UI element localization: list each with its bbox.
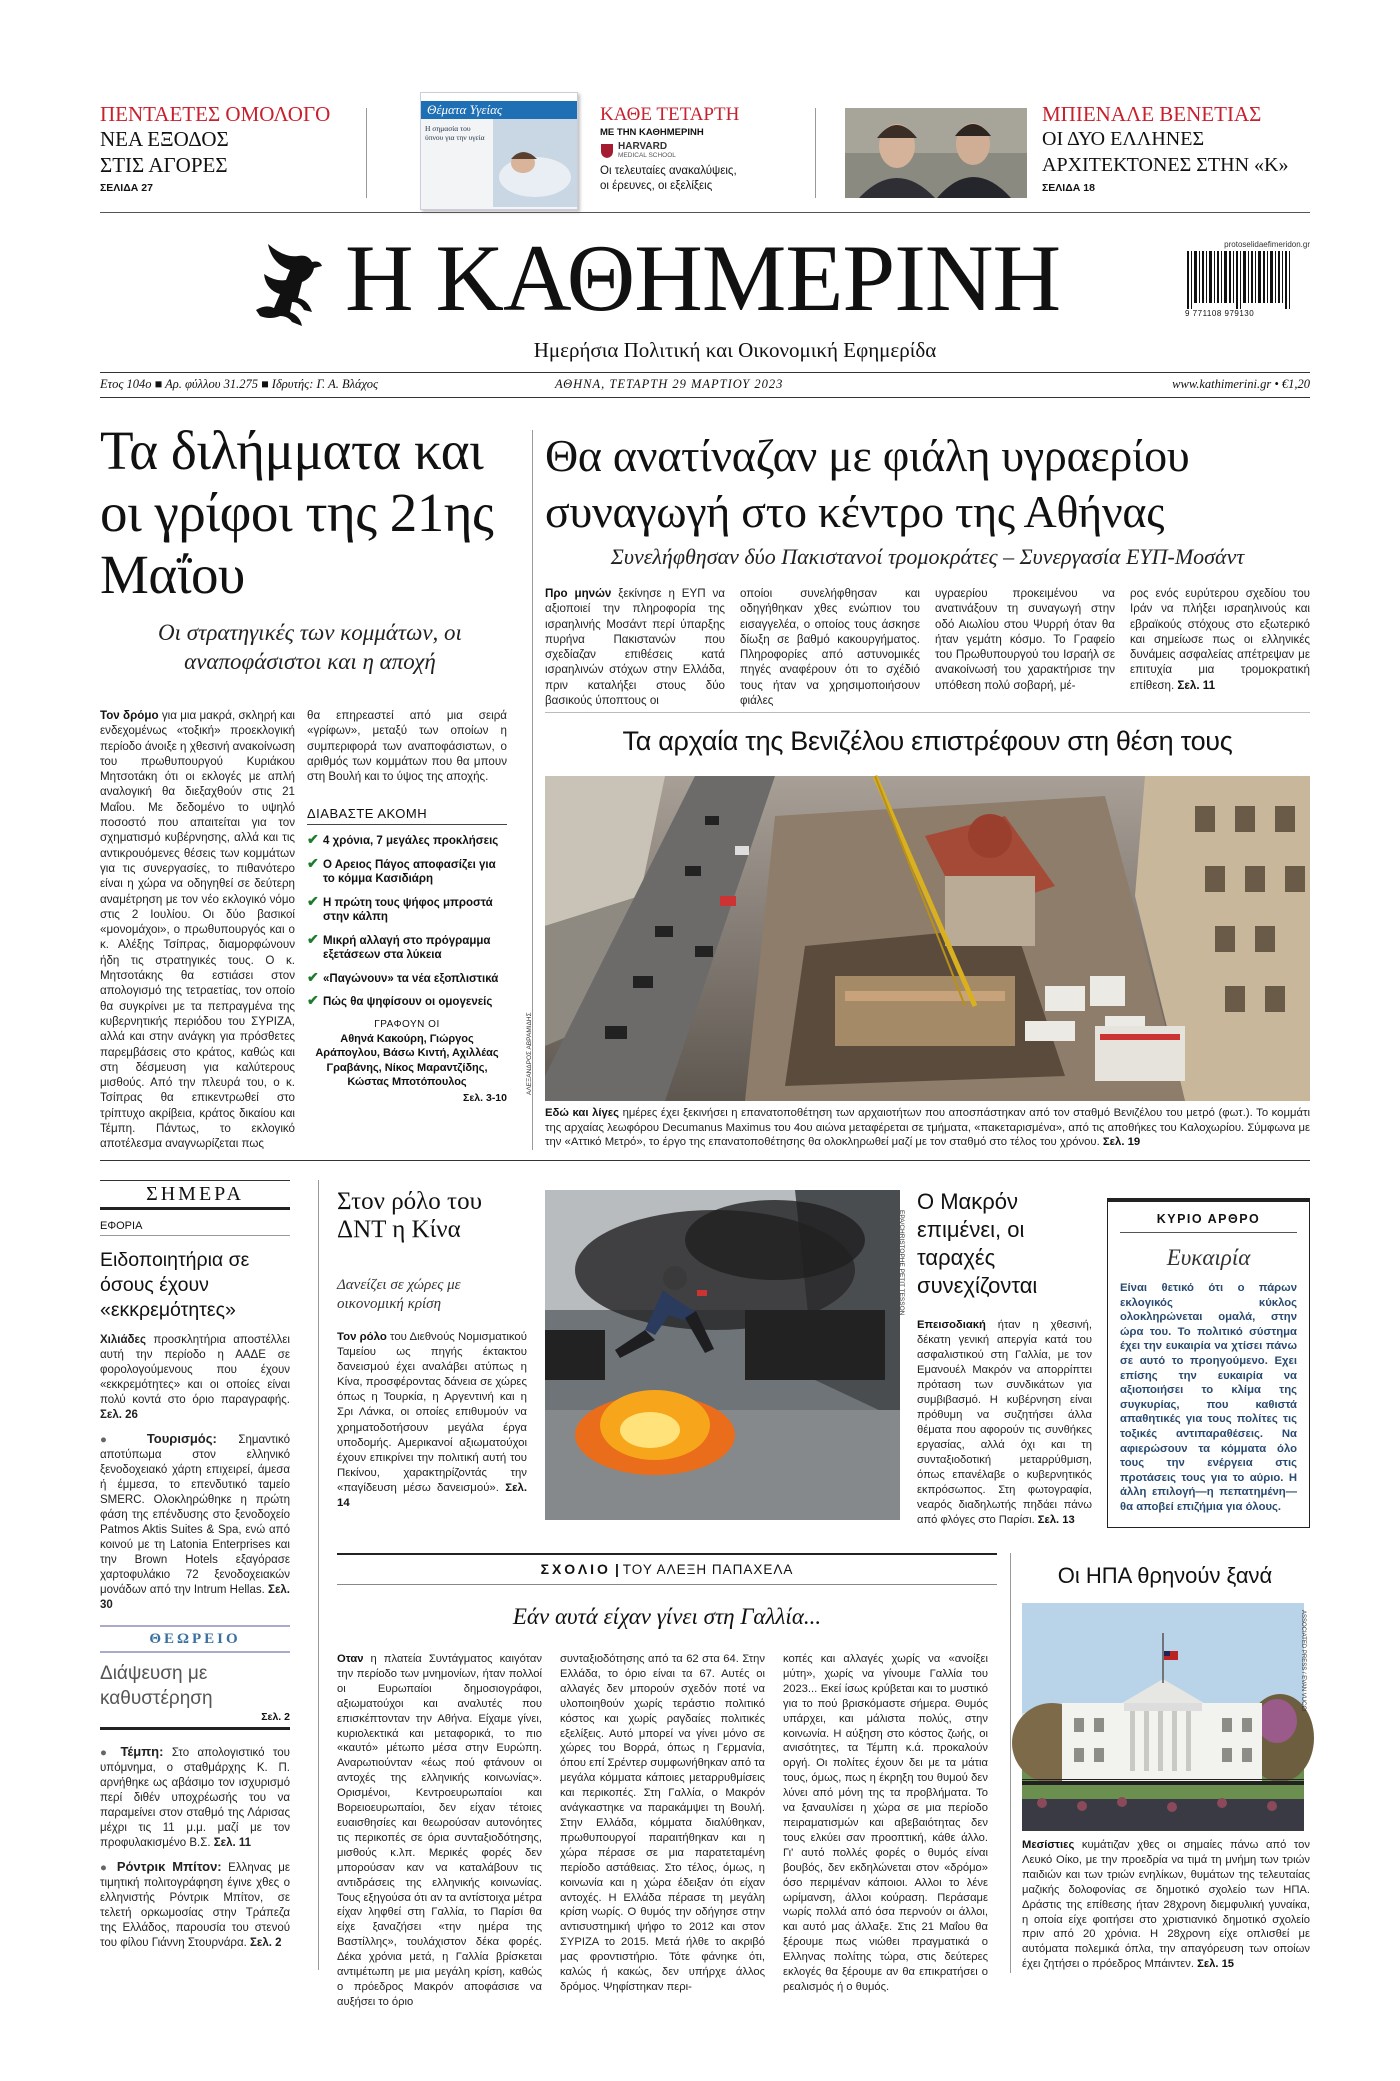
today-item3-ref[interactable]: Σελ. 11	[213, 1837, 252, 1849]
today-section: ΕΦΟΡΙΑ	[100, 1220, 290, 1236]
checkmark-icon: ✔	[307, 994, 319, 1009]
antiquities-caption-lead: Εδώ και λίγες	[545, 1107, 620, 1119]
lead-left-page-ref[interactable]: Σελ. 3-10	[463, 1091, 507, 1104]
imf-body: Τον ρόλο του Διεθνούς Νομισματικού Ταμείου ως πηγής έκτακτου δανεισμού έχει αναλάβει ατύπως η Κίνα, προσφέροντας δάνεια σε χώρες όπως η Τουρκία, η Αργεντινή και η Σρι Λάνκα, οι οποίες επιθυμούν να χρηματοδοτήσουν μεγάλα έργα υποδομής. Αμερικανοί αξιωματούχοι έχουν επικρίνει την πολιτική αυτή του Πεκίνου, χαρακτηρίζοντάς την «παγίδευση μέσω δανεισμού». Σελ. 14	[337, 1331, 527, 1510]
griffin-logo-icon	[250, 240, 328, 322]
usa-photo-credit: ASSOCIATED PRESS / EVAN VUCCI	[1300, 1610, 1306, 1712]
comment-col1: Οταν η πλατεία Συντάγματος καιγόταν την περίοδο των μνημονίων, ήταν πολλοί οι Ευρωπαίοι δημοσιογράφοι, αξιωματούχοι και αναλυτές που επισκέπτονταν την Αθήνα. Είχαμε γίνει, κυριολεκτικά και μεταφορικά, το πιο «καυτό» μέτωπο μέσα στην Ευρώπη. Αναρωτιούνταν «έως πού φτάνουν οι αντοχές της ελληνικής κοινωνίας». Ορισμένοι, Κεντροευρωπαίοι και Βορειοευρωπαίοι, δεν είχαν τέτοιες ευαισθησίες και θεωρούσαν αυτονόητες τις περικοπές σε όρια συνταξιοδότησης, μισθούς κ.λπ. Μερικές φορές δεν μπορούσαν καν να καταλάβουν τις αντιδράσεις της ελληνικής κοινωνίας. Τους εξηγούσα ότι αν τα αντίστοιχα μέτρα είχαν ληφθεί στη Γαλλία, το Παρίσι θα είχε ξαναζήσει «την ημέρα της Βαστίλλης», τουλάχιστον δέκα φορές. Δέκα χρόνια μετά, η Γαλλία βρίσκεται αντιμέτωπη με μια μεγάλη κρίση, καθώς ο πρόεδρος Μακρόν αποφάσισε να αυξήσει το όριο	[337, 1653, 542, 2008]
lead-right-lead-word: Προ μηνών	[545, 587, 612, 600]
lead-left-headline[interactable]: Τα διλήμματα και οι γρίφοι της 21ης Μαΐου	[100, 420, 494, 605]
read-more-item-label: Μικρή αλλαγή στο πρόγραμμα εξετάσεων στα λύκεια	[323, 934, 491, 961]
comment-label: ΣΧΟΛΙΟ	[540, 1561, 611, 1577]
comment-headline[interactable]: Εάν αυτά είχαν γίνει στη Γαλλία...	[512, 1604, 822, 1629]
checkmark-icon: ✔	[307, 856, 319, 872]
read-more-item-label: «Παγώνουν» τα νέα εξοπλιστικά	[323, 972, 499, 985]
read-more-item-label: Πώς θα ψηφίσουν οι ομογενείς	[323, 996, 493, 1008]
checkmark-icon: ✔	[307, 833, 319, 848]
promo-mid-line2: οι έρευνες, οι εξελίξεις	[600, 180, 713, 192]
writers-names: Αθηνά Κακούρη, Γιώργος Αράπογλου, Βάσω Κιντή, Αχιλλέας Γραβάνης, Νίκος Μαραντζίδης, Κώστας Μποτόπουλος	[315, 1032, 499, 1088]
checkmark-icon: ✔	[307, 894, 319, 910]
magazine-title: Θέματα Υγείας	[421, 101, 577, 119]
imf-page-ref[interactable]: Σελ. 14	[337, 1481, 527, 1510]
read-more-item[interactable]	[307, 995, 507, 1010]
read-more-box	[307, 806, 507, 1104]
lead-right-page-ref[interactable]: Σελ. 11	[1177, 678, 1216, 692]
checkmark-icon: ✔	[307, 970, 319, 986]
protest-photo[interactable]	[545, 1190, 900, 1520]
masthead-rule-bottom	[100, 397, 1310, 398]
promo-left-page: ΣΕΛΙΔΑ 27	[100, 182, 153, 194]
read-more-item-label: 4 χρόνια, 7 μεγάλες προκλήσεις	[323, 835, 499, 847]
promo-right-page: ΣΕΛΙΔΑ 18	[1042, 182, 1095, 194]
read-more-item-label: Ο Αρειος Πάγος αποφασίζει για το κόμμα Κασιδιάρη	[323, 858, 496, 885]
usa-body: Μεσίστιες κυμάτιζαν χθες οι σημαίες πάνω από τον Λευκό Οίκο, με την προεδρία να τιμά τη μνήμη των τριών παιδιών και των τριών ενηλίκων, θυμάτων της τελευταίας μαζικής δολοφονίας σε δημοτικό σχολείο των ΗΠΑ. Δράστις της επίθεσης ήταν 28χρονη διεμφυλική γυναίκα, η οποία είχε φοιτήσει στο χριστιανικό δημοτικό σχολείο πριν από 20 χρόνια. Η 28χρονη είχε οπλισθεί με αυτόματα πολεμικά όπλα, την απαγόρευση των οποίων έχει ζητήσει ο πρόεδρος Μπάιντεν. Σελ. 15	[1022, 1839, 1310, 1971]
antiquities-page-ref[interactable]: Σελ. 19	[1102, 1136, 1141, 1148]
today-item1-ref[interactable]: Σελ. 26	[100, 1409, 138, 1421]
promo-right-line2: ΑΡΧΙΤΕΚΤΟΝΕΣ ΣΤΗΝ «Κ»	[1042, 154, 1289, 176]
lead-left-body1-text: για μια μακρά, σκληρή και ενδεχομένως «τοξική» προεκλογική περίοδο άνοιξε η χθεσινή ανακοίνωση του πρωθυπουργού Κυριάκου Μητσοτάκη ότι οι εκλογές με απλή αναλογική θα διεξαχθούν στις 21 Μαΐου. Με δεδομένο το υψηλό ποσοστό που απαιτείται για τον σχηματισμό κυβέρνησης, αλλά και τις αντικρουόμενες θέσεις των κομμάτων για τις συνεργασίες, το πιθανότερο είναι η χώρα να οδηγηθεί σε δεύτερη αναμέτρηση με τον νέο εκλογικό νόμο στις 2 Ιουλίου. Οι δύο βασικοί «μονομάχοι», ο πρωθυπουργός και ο κ. Αλέξης Τσίπρας, διαμορφώνουν ήδη τις στρατηγικές τους. Ο κ. Μητσοτάκης θα εστιάσει στον απολογισμό της τετραετίας, τον οποίο θα συγκρίνει με τα πεπραγμένα της κυβερνητικής περιόδου του ΣΥΡΙΖΑ, αλλά και στην ανάγκη για πρόσθετες παρεμβάσεις στο κράτος, καθώς και στη δέσμευση για καλύτερους μισθούς. Από την πλευρά του, ο κ. Τσίπρας θα επικεντρωθεί στο τρίπτυχο ακρίβεια, κράτος δικαίου και Τέμπη. Πάντως, το εκλογικό αποτέλεσμα αναγνωρίζεται πως	[100, 709, 295, 1151]
lead-right-col4: ρος ενός ευρύτερου σχεδίου του Ιράν να πλήξει ισραηλινούς και εβραϊκούς στόχους στο εξωτερικό και σημείωσε πως οι ελληνικές δυνάμεις ασφαλείας απέτρεψαν με επιτυχία μια τρομοκρατική επίθεση. Σελ. 11	[1130, 587, 1310, 692]
protest-photo-credit: EPA/CHRISTOPHE PETIT TESSON	[898, 1210, 905, 1316]
lead-left-deck: Οι στρατηγικές των κομμάτων, οι αναποφάσιστοι και η αποχή	[158, 620, 462, 674]
today-sidebar	[100, 1180, 290, 1951]
checkmark-icon: ✔	[307, 932, 319, 948]
read-more-item[interactable]	[307, 834, 507, 849]
antiquities-headline[interactable]: Τα αρχαία της Βενιζέλου επιστρέφουν στη θέση τους	[622, 726, 1233, 756]
comment-header: ΣΧΟΛΙΟ | ΤΟΥ ΑΛΕΞΗ ΠΑΠΑΧΕΛΑ	[540, 1561, 794, 1577]
writers-label: ΓΡΑΦΟΥΝ ΟΙ	[374, 1018, 440, 1030]
barcode-bars	[1185, 251, 1295, 309]
masthead-rule-top	[100, 372, 1310, 373]
comment-col3: κοπές και αλλαγές χωρίς να «ανοίξει μύτη», χωρίς να γίνουμε Γαλλία του 2023... Εκεί ίσως κρύβεται και το μυστικό για το πού βρισκόμαστε σήμερα. Θυμός υπάρχει, και μάλιστα πολύς, στην κοινωνία. Η αύξηση στο κόστος ζωής, οι ανισότητες, τα Τέμπη κ.ά. προκαλούν οργή. Οι πολίτες έχουν δει με τα μάτια τους, όμως, πως η έκρηξη του θυμού δεν λύνει από μόνη της τα προβλήματα. Το να ξαναυλίσει η χώρα σε μια περίοδο πειραματισμών και αβεβαιότητας δεν τους ελκύει σαν προοπτική, κάθε άλλο. Γι' αυτό πολλές φορές ο θυμός είναι βουβός, δεν εκδηλώνεται στον «δρόμο» όσο περιμέναν κάποιοι. Αλλοι το λένε ωρίμανση, άλλοι κούραση. Περάσαμε νωρίς πολλά από όσα περνούν οι άλλοι, και αυτό μας άλλαξε. Στις 21 Μαΐου θα ξέρουμε πως νιώθει πραγματικά ο Ελληνας πολίτης τώρα, στις δεύτερες εκλογές θα ξέρουμε αν θα επικρατήσει ο ρεαλισμός ή ο θυμός.	[783, 1653, 988, 1993]
barcode-number: 9 771108 979130	[1185, 309, 1255, 318]
today-headline[interactable]: Ειδοποιητήρια σε όσους έχουν «εκκρεμότητες»	[100, 1249, 250, 1321]
masthead-info-center: ΑΘΗΝΑ, ΤΕΤΑΡΤΗ 29 ΜΑΡΤΙΟΥ 2023	[555, 377, 784, 391]
today-item3: ● Τέμπη: Στο απολογιστικό του υπόμνημα, ο σταθμάρχης Κ. Π. αρνήθηκε ως αβάσιμο τον ισχυρισμό περί διθέν υποχρέωσής του να παραμείνει στον σταθμό της Λάρισας μέχρι τις 11 μ.μ. μαζί με τον προφυλακισμένο Β.Σ. Σελ. 11	[100, 1744, 290, 1849]
promo-right-line1: ΟΙ ΔΥΟ ΕΛΛΗΝΕΣ	[1042, 128, 1205, 150]
masthead-info-right: www.kathimerini.gr • €1,20	[1172, 377, 1310, 391]
read-more-list	[307, 834, 507, 1010]
masthead-title: Η ΚΑΘΗΜΕΡΙΝΗ	[345, 225, 1061, 331]
promo-mid-sub: ΜΕ ΤΗΝ ΚΑΘΗΜΕΡΙΝΗ	[600, 127, 704, 138]
harvard-brand-sub: MEDICAL SCHOOL	[618, 152, 676, 159]
theory-ref[interactable]: Σελ. 2	[261, 1711, 290, 1723]
read-more-item[interactable]	[307, 858, 507, 887]
antiquities-photo[interactable]	[545, 776, 1310, 1101]
promo-mid[interactable]	[600, 104, 800, 194]
promo-left-kicker: ΠΕΝΤΑΕΤΕΣ ΟΜΟΛΟΓΟ	[100, 102, 331, 126]
promo-right[interactable]	[1042, 102, 1302, 194]
read-more-item[interactable]	[307, 972, 507, 987]
protest-headline[interactable]: Ο Μακρόν επιμένει, οι ταραχές συνεχίζονται	[917, 1189, 1038, 1298]
today-item2: ● Τουρισμός: Σημαντικό αποτύπωμα στον ελληνικό ξενοδοχειακό χάρτη επιχειρεί, άμεσα ή έμμεσα, το επενδυτικό ταμείο SMERC. Ολοκληρώθηκε η πρώτη φάση της επένδυσης στο ξενοδοχείο Patmos Aktis Suites & Spa, ενώ από κοινού με τη Latonia Enterprises και την Brown Hotels εξαγόρασε χαρτοφυλάκιο 72 ξενοδοχειακών μονάδων από την Intrum Hellas. Σελ. 30	[100, 1431, 290, 1611]
comment-byline: ΤΟΥ ΑΛΕΞΗ ΠΑΠΑΧΕΛΑ	[622, 1562, 794, 1577]
today-item1: Χιλιάδες προσκλητήρια αποστέλλει αυτή την περίοδο η ΑΑΔΕ σε φορολογούμενους που έχουν «εκκρεμότητες» και οι οποίες είναι πολύ κοντά στο όριο παραγραφής. Σελ. 26	[100, 1334, 290, 1421]
column-divider	[318, 1180, 319, 1970]
promo-right-kicker: ΜΠΙΕΝΑΛΕ ΒΕΝΕΤΙΑΣ	[1042, 102, 1262, 126]
lead-left-body2: θα επηρεαστεί από μια σειρά «γρίφων», μεταξύ των οποίων η συμπεριφορά των αναποφάσιστων, ο αριθμός των κομμάτων που θα μπουν στη Βουλή και το ύψος της αποχής.	[307, 709, 507, 784]
topbar-divider	[366, 108, 367, 198]
promo-left-line1: ΝΕΑ ΕΞΟΔΟΣ	[100, 127, 229, 151]
section-rule	[100, 1160, 1310, 1161]
lead-right-col2: οποίοι συνελήφθησαν και οδηγήθηκαν χθες ενώπιον του εισαγγελέα, ο οποίος τους άσκησε δίωξη σε βαθμό κακουργήματος. Πληροφορίες από αστυνομικές πηγές αναφέρουν ότι το σχέδιό τους ήταν να χρησιμοποιήσουν φιάλες	[740, 587, 920, 708]
comment-col2: συνταξιοδότησης από τα 62 στα 64. Στην Ελλάδα, το όριο είναι τα 67. Αυτές οι αλλαγές δεν μπορούν σχεδόν ποτέ να υλοποιηθούν χωρίς τεράστιο πολιτικό κόστος και χωρίς ραγδαίες πολιτικές εξελίξεις. Αυτό μπορεί να γίνει μόνο σε χώρες του Βορρά, όπως η Γερμανία, όπου επί Σρέντερ συμφωνήθηκαν από τα μεγάλα κόμματα κάποιες μεταρρυθμίσεις και περικοπές. Στη Γαλλία, ο Μακρόν ανάγκαστηκε να παρακάμψει τη Βουλή. Στην Ελλάδα, κόμματα διαλύθηκαν, πρωθυπουργοί παραιτήθηκαν και η χώρα πέρασε σε μια παρατεταμένη περίοδο αστάθειας. Στο τέλος, όμως, η κοινωνία και η χώρα έδειξαν ότι είχαν αντοχές. Η Ελλάδα πέρασε τη μεγάλη κρίση νωρίς. Ο θυμός την οδήγησε στην αντισυστημική ψήφο το 2012 και στον ΣΥΡΙΖΑ το 2015. Μετά ήλθε το ακριβό μας φροντιστήριο. Τότε φάνηκε ότι, καλώς ή κακώς, δεν υπήρχε άλλος δρόμος. Ψηφίστηκαν περι-	[560, 1653, 765, 1993]
today-item4: ● Ρόντρικ Μπίτον: Ελληνας με τιμητική πολιτογράφηση έγινε χθες ο ελληνιστής Ρόντρικ Μπίτον, σε τελετή ορκωμοσίας στην Τράπεζα της Ελλάδος, παρουσία του στενού του φίλου Γιάννη Στουρνάρα. Σελ. 2	[100, 1859, 290, 1949]
usa-page-ref[interactable]: Σελ. 15	[1197, 1958, 1235, 1971]
promo-left[interactable]	[100, 102, 360, 194]
usa-headline[interactable]: Οι ΗΠΑ θρηνούν ξανά	[1057, 1563, 1273, 1588]
harvard-shield-icon	[600, 143, 614, 159]
barcode-site: protoselidaefimeridon.gr	[1224, 240, 1310, 249]
theory-headline[interactable]: Διάψευση με καθυστέρηση	[100, 1663, 213, 1709]
masthead-subtitle: Ημερήσια Πολιτική και Οικονομική Εφημερίδα	[533, 338, 937, 362]
imf-deck: Δανείζει σε χώρες με οικονομική κρίση	[337, 1277, 461, 1312]
comment-rule	[337, 1553, 997, 1555]
protest-body: Επεισοδιακή ήταν η χθεσινή, δέκατη γενική απεργία κατά του ασφαλιστικού στη Γαλλία, με τον Εμανουέλ Μακρόν να απορρίπτει πρόταση των συνδικάτων για συμβιβασμό. Η κυβέρνηση είναι πρόθυμη να συζητήσει άλλα θέματα που αφορούν τις συνθήκες εργασίας, αλλά όχι και τη συνταξιοδοτική μεταρρύθμιση, όπως επανέλαβε ο κυβερνητικός εκπρόσωπος. Στη φωτογραφία, νεαρός διαδηλωτής πηδάει πάνω από φλόγες στο Παρίσι. Σελ. 13	[917, 1319, 1092, 1526]
imf-headline[interactable]: Στον ρόλο του ΔΝΤ η Κίνα	[337, 1188, 482, 1243]
magazine-caption: Η σημασία του ύπνου για την υγεία	[425, 124, 485, 142]
read-more-item-label: Η πρώτη τους ψήφος μπροστά στην κάλπη	[323, 896, 493, 923]
read-more-item[interactable]	[307, 896, 507, 925]
read-more-item[interactable]	[307, 934, 507, 963]
topbar-rule	[100, 212, 1310, 213]
harvard-brand: HARVARD	[618, 141, 668, 152]
theory-label: ΘΕΩΡΕΙΟ	[149, 1631, 241, 1647]
protest-page-ref[interactable]: Σελ. 13	[1037, 1514, 1075, 1526]
column-divider	[1010, 1553, 1011, 1973]
today-item4-ref[interactable]: Σελ. 2	[250, 1937, 282, 1949]
antiquities-caption: Εδώ και λίγες ημέρες έχει ξεκινήσει η επανατοποθέτηση των αρχαιοτήτων που αποσπάστηκαν από τον σταθμό Βενιζέλου του μετρό (φωτ.). Το κομμάτι της αρχαίας λεωφόρου Decumanus Maximus του 4ου αιώνα μεταφέρεται σε τμήματα, «πακεταρισμένα», από τις αποθήκες του Καλοχωρίου. Σύμφωνα με την «Αττικό Μετρό», το έργο της επανατοποθέτησης θα ολοκληρωθεί μαζί με τον σταθμό στο τέλος του χρόνου. Σελ. 19	[545, 1107, 1310, 1148]
read-more-label: ΔΙΑΒΑΣΤΕ ΑΚΟΜΗ	[307, 806, 507, 825]
whitehouse-photo[interactable]	[1022, 1603, 1304, 1831]
promo-mid-kicker: ΚΑΘΕ ΤΕΤΑΡΤΗ	[600, 104, 740, 125]
lead-right-col3: υγραερίου προκειμένου να ανατινάξουν τη συναγωγή στην οδό Αιωλίου στου Ψυρρή όταν θα ήταν γεμάτη κόσμο. Το Γραφείο του Πρωθυπουργού του Ισραήλ σε ανακοίνωσή του χαρακτήρισε την υπόθεση πολύ σοβαρή, μέ-	[935, 587, 1115, 692]
today-label: ΣΗΜΕΡΑ	[146, 1183, 244, 1205]
promo-left-line2: ΣΤΙΣ ΑΓΟΡΕΣ	[100, 153, 228, 177]
topbar-divider	[815, 108, 816, 198]
magazine-photo	[493, 119, 577, 207]
section-rule	[545, 712, 1310, 713]
editorial-box	[1107, 1198, 1310, 1528]
comment-rule	[337, 1584, 997, 1585]
lead-left-body1	[100, 708, 295, 1151]
today-item2-ref[interactable]: Σελ. 30	[100, 1584, 290, 1611]
masthead-info-left: Ετος 104ο ■ Αρ. φύλλου 31.275 ■ Ιδρυτής: Γ. Α. Βλάχος	[100, 377, 379, 391]
magazine-cover[interactable]	[420, 92, 578, 210]
editorial-title[interactable]: Ευκαιρία	[1166, 1245, 1251, 1270]
lead-left-lead-word: Τον δρόμο	[100, 709, 159, 722]
lead-right-col1: Προ μηνών ξεκίνησε η ΕΥΠ να αξιοποιεί την πληροφορία της ισραηλινής Μοσάντ περί ύπαρξης πυρήνα Πακιστανών που σχεδίαζαν επιθέσεις κατά ισραηλινών στόχων στην Ελλάδα, πριν καταλήξει στους δύο βασικούς ύποπτους οι	[545, 587, 725, 708]
lead-right-headline[interactable]: Θα ανατίναζαν με φιάλη υγραερίου συναγωγή στο κέντρο της Αθήνας	[545, 430, 1190, 537]
lead-right-deck: Συνελήφθησαν δύο Πακιστανοί τρομοκράτες – Συνεργασία ΕΥΠ-Μοσάντ	[610, 544, 1245, 569]
barcode	[1185, 240, 1310, 322]
architects-photo[interactable]	[845, 108, 1027, 198]
antiquities-photo-credit: ΑΛΕΞΑΝΔΡΟΣ ΑΒΡΑΜΙΔΗΣ	[526, 1012, 533, 1095]
promo-mid-line1: Οι τελευταίες ανακαλύψεις,	[600, 165, 737, 177]
editorial-label: ΚΥΡΙΟ ΑΡΘΡΟ	[1120, 1212, 1297, 1233]
editorial-body: Είναι θετικό ότι ο πάρων εκλογικός κύκλος ολοκληρώνεται ομαλά, στην ώρα του. Το πολιτικό σύστημα έχει την ευκαιρία να χτίσει πάνω σε αυτό το προηγούμενο. Εχει επίσης την ευκαιρία να αξιοποιήσει το κλίμα της συγκυρίας, που καθιστά απαθητικές για τους πολίτες τις τοξικές αντιπαραθέσεις. Να αφιερώσουν τα κόμματα όλο τους την ενέργεια στις προτάσεις τους για το αύριο. Η άλλη επιλογή—η πεπατημένη—θα αποβεί επιζήμια για όλους.	[1120, 1282, 1297, 1513]
